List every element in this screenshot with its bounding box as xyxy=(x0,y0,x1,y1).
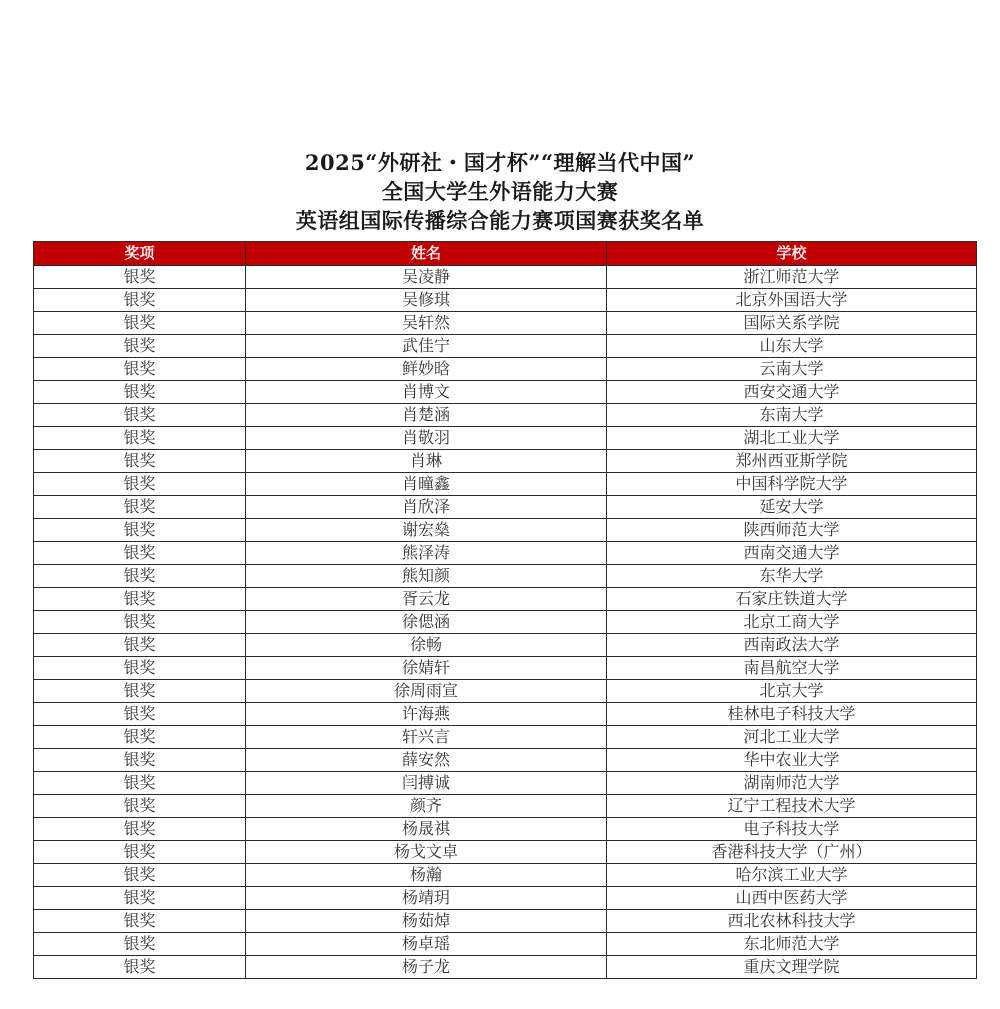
award-cell: 银奖 xyxy=(34,427,246,450)
award-cell: 银奖 xyxy=(34,818,246,841)
name-cell: 轩兴言 xyxy=(246,726,607,749)
school-cell: 东北师范大学 xyxy=(607,933,977,956)
table-row xyxy=(34,266,977,289)
table-row xyxy=(34,657,977,680)
name-cell: 武佳宁 xyxy=(246,335,607,358)
award-cell: 银奖 xyxy=(34,634,246,657)
name-cell: 肖曈鑫 xyxy=(246,473,607,496)
school-cell: 东华大学 xyxy=(607,565,977,588)
award-cell: 银奖 xyxy=(34,404,246,427)
school-cell: 湖南师范大学 xyxy=(607,772,977,795)
award-cell: 银奖 xyxy=(34,542,246,565)
award-cell: 银奖 xyxy=(34,795,246,818)
name-cell: 吴修琪 xyxy=(246,289,607,312)
name-cell: 胥云龙 xyxy=(246,588,607,611)
school-cell: 辽宁工程技术大学 xyxy=(607,795,977,818)
name-cell: 杨子龙 xyxy=(246,956,607,979)
school-cell: 重庆文理学院 xyxy=(607,956,977,979)
school-cell: 电子科技大学 xyxy=(607,818,977,841)
award-cell: 银奖 xyxy=(34,588,246,611)
table-row xyxy=(34,841,977,864)
name-cell: 熊知颜 xyxy=(246,565,607,588)
name-cell: 徐畅 xyxy=(246,634,607,657)
school-cell: 河北工业大学 xyxy=(607,726,977,749)
table-row xyxy=(34,381,977,404)
school-cell: 北京外国语大学 xyxy=(607,289,977,312)
name-cell: 鲜妙晗 xyxy=(246,358,607,381)
school-cell: 云南大学 xyxy=(607,358,977,381)
name-cell: 熊泽涛 xyxy=(246,542,607,565)
table-row xyxy=(34,680,977,703)
school-cell: 西北农林科技大学 xyxy=(607,910,977,933)
table-row xyxy=(34,427,977,450)
title-line-2: 全国大学生外语能力大赛 xyxy=(381,179,619,204)
table-row xyxy=(34,473,977,496)
school-cell: 山西中医药大学 xyxy=(607,887,977,910)
school-cell: 湖北工业大学 xyxy=(607,427,977,450)
award-cell: 银奖 xyxy=(34,956,246,979)
table-row xyxy=(34,634,977,657)
header-school: 学校 xyxy=(607,242,977,266)
school-cell: 北京工商大学 xyxy=(607,611,977,634)
name-cell: 杨靖玥 xyxy=(246,887,607,910)
school-cell: 西南政法大学 xyxy=(607,634,977,657)
title-line-1: 2025“外研社・国才杯”“理解当代中国” xyxy=(304,150,696,175)
name-cell: 徐婧轩 xyxy=(246,657,607,680)
document-title xyxy=(0,148,1000,235)
header-award: 奖项 xyxy=(34,242,246,266)
name-cell: 许海燕 xyxy=(246,703,607,726)
school-cell: 东南大学 xyxy=(607,404,977,427)
table-row xyxy=(34,542,977,565)
school-cell: 西安交通大学 xyxy=(607,381,977,404)
header-name: 姓名 xyxy=(246,242,607,266)
award-cell: 银奖 xyxy=(34,519,246,542)
table-row xyxy=(34,772,977,795)
table-header-row xyxy=(34,242,977,266)
table-row xyxy=(34,358,977,381)
school-cell: 浙江师范大学 xyxy=(607,266,977,289)
name-cell: 肖敬羽 xyxy=(246,427,607,450)
award-cell: 银奖 xyxy=(34,381,246,404)
table-row xyxy=(34,726,977,749)
table-row xyxy=(34,887,977,910)
school-cell: 香港科技大学（广州） xyxy=(607,841,977,864)
award-cell: 银奖 xyxy=(34,887,246,910)
table-row xyxy=(34,404,977,427)
table-row xyxy=(34,335,977,358)
table-row xyxy=(34,703,977,726)
award-cell: 银奖 xyxy=(34,910,246,933)
table-row xyxy=(34,519,977,542)
name-cell: 杨瀚 xyxy=(246,864,607,887)
table-row xyxy=(34,910,977,933)
award-cell: 银奖 xyxy=(34,335,246,358)
name-cell: 杨晟祺 xyxy=(246,818,607,841)
table-row xyxy=(34,956,977,979)
name-cell: 杨卓瑶 xyxy=(246,933,607,956)
school-cell: 华中农业大学 xyxy=(607,749,977,772)
title-line-3: 英语组国际传播综合能力赛项国赛获奖名单 xyxy=(295,208,705,233)
award-cell: 银奖 xyxy=(34,450,246,473)
school-cell: 山东大学 xyxy=(607,335,977,358)
table-row xyxy=(34,565,977,588)
name-cell: 徐周雨宣 xyxy=(246,680,607,703)
award-cell: 银奖 xyxy=(34,611,246,634)
school-cell: 石家庄铁道大学 xyxy=(607,588,977,611)
award-cell: 银奖 xyxy=(34,772,246,795)
name-cell: 颜齐 xyxy=(246,795,607,818)
award-cell: 银奖 xyxy=(34,312,246,335)
name-cell: 徐偲涵 xyxy=(246,611,607,634)
award-cell: 银奖 xyxy=(34,841,246,864)
name-cell: 肖博文 xyxy=(246,381,607,404)
school-cell: 西南交通大学 xyxy=(607,542,977,565)
award-cell: 银奖 xyxy=(34,749,246,772)
name-cell: 闫搏诚 xyxy=(246,772,607,795)
award-cell: 银奖 xyxy=(34,726,246,749)
name-cell: 吴轩然 xyxy=(246,312,607,335)
table-row xyxy=(34,749,977,772)
table-row xyxy=(34,933,977,956)
award-cell: 银奖 xyxy=(34,565,246,588)
name-cell: 杨戈文卓 xyxy=(246,841,607,864)
name-cell: 吴凌静 xyxy=(246,266,607,289)
table-row xyxy=(34,795,977,818)
award-cell: 银奖 xyxy=(34,473,246,496)
award-cell: 银奖 xyxy=(34,680,246,703)
table-row xyxy=(34,289,977,312)
awards-table xyxy=(33,241,977,979)
award-cell: 银奖 xyxy=(34,496,246,519)
award-cell: 银奖 xyxy=(34,266,246,289)
school-cell: 郑州西亚斯学院 xyxy=(607,450,977,473)
table-row xyxy=(34,588,977,611)
table-row xyxy=(34,611,977,634)
table-row xyxy=(34,496,977,519)
school-cell: 桂林电子科技大学 xyxy=(607,703,977,726)
award-cell: 银奖 xyxy=(34,933,246,956)
name-cell: 杨茹焯 xyxy=(246,910,607,933)
school-cell: 北京大学 xyxy=(607,680,977,703)
name-cell: 肖琳 xyxy=(246,450,607,473)
school-cell: 延安大学 xyxy=(607,496,977,519)
name-cell: 谢宏燊 xyxy=(246,519,607,542)
name-cell: 肖欣泽 xyxy=(246,496,607,519)
school-cell: 陕西师范大学 xyxy=(607,519,977,542)
table-body xyxy=(34,266,977,979)
award-cell: 银奖 xyxy=(34,358,246,381)
school-cell: 国际关系学院 xyxy=(607,312,977,335)
award-cell: 银奖 xyxy=(34,289,246,312)
award-cell: 银奖 xyxy=(34,864,246,887)
name-cell: 肖楚涵 xyxy=(246,404,607,427)
table-row xyxy=(34,450,977,473)
table-row xyxy=(34,818,977,841)
award-cell: 银奖 xyxy=(34,657,246,680)
school-cell: 哈尔滨工业大学 xyxy=(607,864,977,887)
school-cell: 南昌航空大学 xyxy=(607,657,977,680)
table-row xyxy=(34,312,977,335)
name-cell: 薛安然 xyxy=(246,749,607,772)
school-cell: 中国科学院大学 xyxy=(607,473,977,496)
table-row xyxy=(34,864,977,887)
award-cell: 银奖 xyxy=(34,703,246,726)
